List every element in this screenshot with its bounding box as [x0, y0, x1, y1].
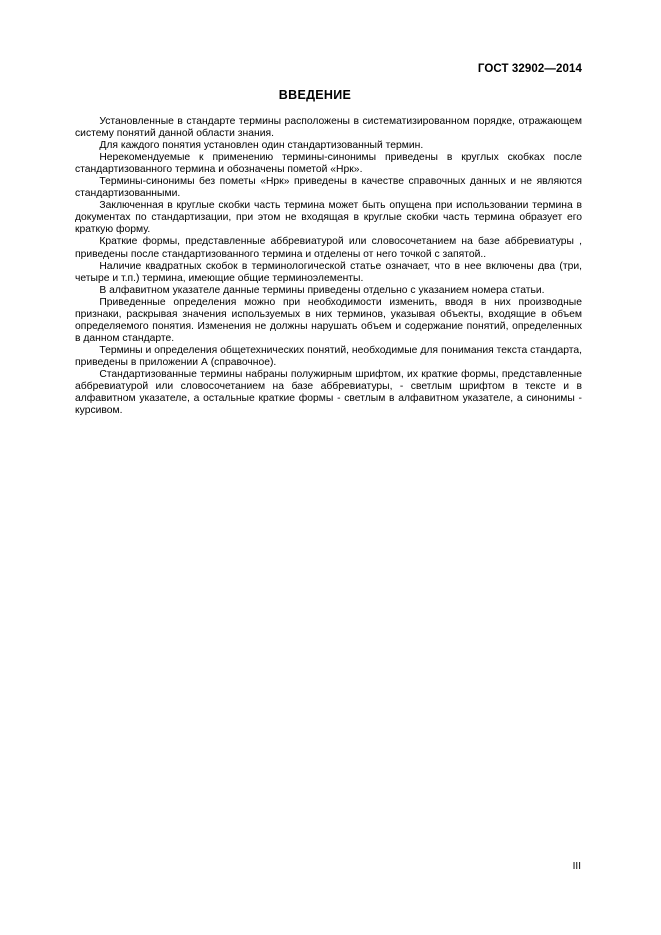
paragraph: Для каждого понятия установлен один стандартизованный термин.	[99, 140, 424, 152]
paragraph: Приведенные определения можно при необходимости изменить, вводя в них производные признаки, раскрывая значения используемых в них терминов, указывая объекты, входящие в объем определяемого понятия. Изменения не должны нарушать объем и содержание понятий, определенных в данном стандарте.	[75, 296, 582, 344]
paragraph: Краткие формы, представленные аббревиатурой или словосочетанием на базе аббревиатуры , приведены после стандартизованного термина и отделены от него точкой с запятой..	[75, 236, 582, 260]
paragraph: Термины-синонимы без пометы «Нрк» приведены в качестве справочных данных и не являются стандартизованными.	[75, 176, 582, 200]
paragraph: Термины и определения общетехнических понятий, необходимые для понимания текста стандарта, приведены в приложении А (справочное).	[75, 344, 582, 368]
paragraph: Заключенная в круглые скобки часть термина может быть опущена при использовании термина в документах по стандартизации, при этом не входящая в круглые скобки часть термина образует его краткую форму.	[75, 200, 582, 236]
body-text	[75, 116, 582, 417]
paragraph: Наличие квадратных скобок в терминологической статье означает, что в нее включены два (три, четыре и т.п.) термина, имеющие общие терминоэлементы.	[75, 260, 582, 284]
section-title: ВВЕДЕНИЕ	[278, 88, 352, 102]
document-code: ГОСТ 32902—2014	[477, 63, 582, 75]
paragraph: Стандартизованные термины набраны полужирным шрифтом, их краткие формы, представленные аббревиатурой или словосочетанием на базе аббревиатуры, - светлым шрифтом в тексте и в алфавитном указателе, а остальные краткие формы - светлым в алфавитном указателе, а синонимы - курсивом.	[75, 368, 582, 417]
page-number: III	[572, 861, 581, 872]
paragraph: В алфавитном указателе данные термины приведены отдельно с указанием номера статьи.	[99, 284, 545, 296]
paragraph: Нерекомендуемые к применению термины-синонимы приведены в круглых скобках после стандартизованного термина и обозначены пометой «Нрк».	[75, 152, 582, 176]
paragraph: Установленные в стандарте термины расположены в систематизированном порядке, отражающем систему понятий данной области знания.	[75, 116, 582, 140]
